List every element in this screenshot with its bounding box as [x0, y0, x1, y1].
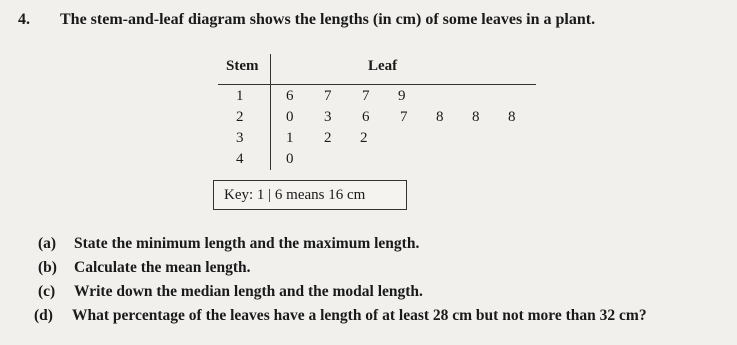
leaf-value: 6 — [362, 109, 370, 125]
part-text: Write down the median length and the modal length. — [74, 283, 423, 300]
leaf-value: 9 — [398, 88, 406, 104]
leaf-value: 2 — [360, 130, 368, 146]
part-label: (b) — [38, 259, 57, 276]
part-label: (c) — [38, 283, 56, 300]
leaf-value: 8 — [472, 109, 480, 125]
question-text: The stem-and-leaf diagram shows the lengths (in cm) of some leaves in a plant. — [60, 11, 596, 28]
question-part — [38, 259, 251, 277]
leaf-value: 7 — [324, 88, 332, 104]
leaf-value: 6 — [286, 88, 294, 104]
leaf-value: 8 — [508, 109, 516, 125]
leaf-value: 1 — [286, 130, 294, 146]
leaf-value: 8 — [436, 109, 444, 125]
diagram-row — [218, 88, 538, 109]
stem-value: 2 — [236, 109, 244, 125]
header-divider — [218, 84, 536, 85]
question-part — [38, 283, 423, 301]
part-label: (d) — [34, 307, 53, 324]
key-text: Key: 1 | 6 means 16 cm — [224, 187, 366, 203]
stem-value: 4 — [236, 151, 244, 167]
part-text: What percentage of the leaves have a length of at least 28 cm but not more than 32 cm? — [72, 307, 647, 324]
leaf-header: Leaf — [368, 58, 398, 74]
part-label: (a) — [38, 235, 57, 252]
leaf-value: 0 — [286, 151, 294, 167]
question-number: 4. — [18, 11, 30, 28]
leaf-value: 0 — [286, 109, 294, 125]
leaf-value: 2 — [324, 130, 332, 146]
question-part — [34, 307, 647, 325]
stem-value: 1 — [236, 88, 244, 104]
question-part — [38, 235, 419, 253]
key-box — [213, 180, 407, 210]
leaf-value: 3 — [324, 109, 332, 125]
diagram-row — [218, 130, 538, 151]
diagram-row — [218, 151, 538, 172]
part-text: State the minimum length and the maximum length. — [74, 235, 420, 252]
diagram-row — [218, 109, 538, 130]
stem-value: 3 — [236, 130, 244, 146]
leaf-value: 7 — [400, 109, 408, 125]
stem-and-leaf-diagram — [218, 52, 538, 172]
leaf-value: 7 — [362, 88, 370, 104]
part-text: Calculate the mean length. — [74, 259, 251, 276]
stem-header: Stem — [226, 58, 259, 74]
